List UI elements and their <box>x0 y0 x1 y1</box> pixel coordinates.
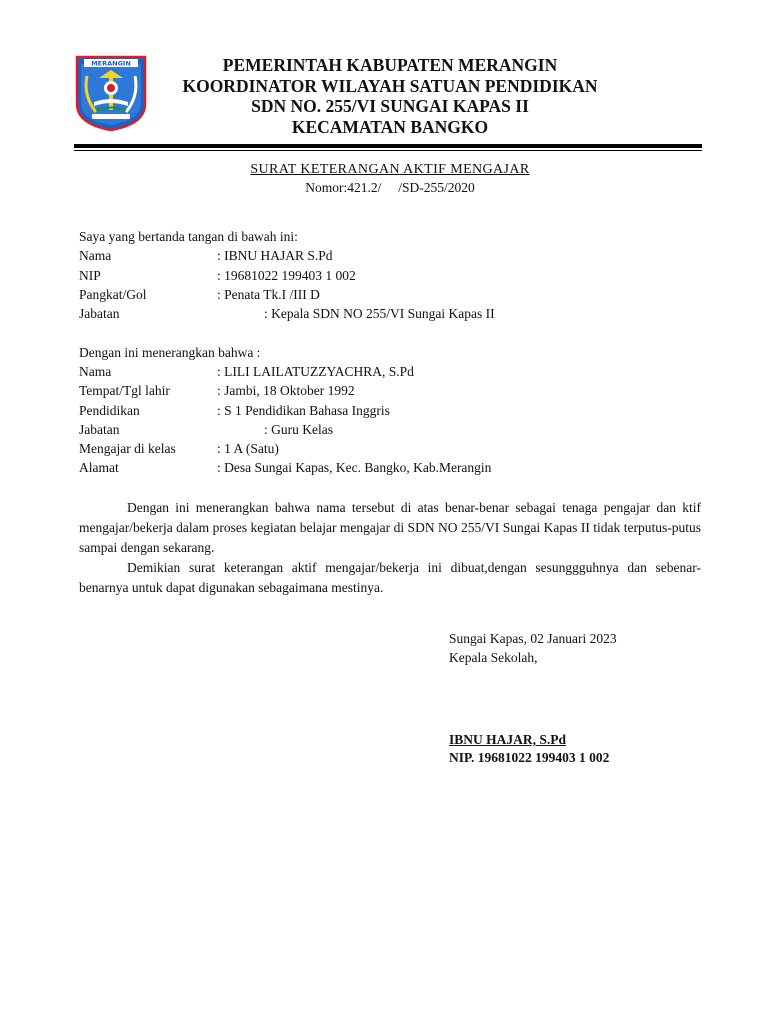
field-value: : 1 A (Satu) <box>217 441 279 456</box>
signature-position: Kepala Sekolah, <box>449 650 538 665</box>
signer-intro: Saya yang bertanda tangan di bawah ini: <box>79 229 298 244</box>
field-label: Pangkat/Gol <box>79 287 147 302</box>
subject-intro: Dengan ini menerangkan bahwa : <box>79 345 261 360</box>
emblem-text: MERANGIN <box>91 59 131 68</box>
signature-place-date: Sungai Kapas, 02 Januari 2023 <box>449 631 617 646</box>
document-title: SURAT KETERANGAN AKTIF MENGAJAR <box>250 162 530 177</box>
signature-name: IBNU HAJAR, S.Pd <box>449 732 567 747</box>
letterhead-divider-thick <box>74 144 702 148</box>
field-value: : Desa Sungai Kapas, Kec. Bangko, Kab.Merangin <box>217 460 492 475</box>
letterhead-coordinator: KOORDINATOR WILAYAH SATUAN PENDIDIKAN <box>182 75 598 96</box>
field-value: : Guru Kelas <box>264 422 333 437</box>
field-value: : S 1 Pendidikan Bahasa Inggris <box>217 403 390 418</box>
field-value: : LILI LAILATUZZYACHRA, S.Pd <box>217 364 414 379</box>
field-label: Jabatan <box>79 306 120 321</box>
field-value: : Jambi, 18 Oktober 1992 <box>217 383 355 398</box>
letterhead-divider-thin <box>74 150 702 151</box>
field-value: : 19681022 199403 1 002 <box>217 268 356 283</box>
field-value: : IBNU HAJAR S.Pd <box>217 248 333 263</box>
letterhead-school: SDN NO. 255/VI SUNGAI KAPAS II <box>251 96 529 116</box>
signature-nip: NIP. 19681022 199403 1 002 <box>449 750 610 765</box>
field-label: Tempat/Tgl lahir <box>79 383 170 398</box>
field-label: Alamat <box>79 460 119 475</box>
body-paragraph-1: Dengan ini menerangkan bahwa nama tersebut di atas benar-benar sebagai tenaga pengajar dan ktif mengajar/bekerja dalam proses kegiatan belajar mengajar di SDN NO 255/VI Sungai Kapas II tidak terputus-putus sampai dengan sekarang. <box>79 500 701 555</box>
merangin-emblem-icon <box>74 54 148 132</box>
field-label: NIP <box>79 268 101 283</box>
document-number: Nomor:421.2/ /SD-255/2020 <box>305 180 475 195</box>
field-label: Mengajar di kelas <box>79 441 176 456</box>
body-text <box>79 498 701 598</box>
letterhead <box>150 55 630 137</box>
field-label: Nama <box>79 248 112 263</box>
field-label: Pendidikan <box>79 403 140 418</box>
letterhead-district: KECAMATAN BANGKO <box>291 116 489 137</box>
field-value: : Kepala SDN NO 255/VI Sungai Kapas II <box>264 306 495 321</box>
field-value: : Penata Tk.I /III D <box>217 287 320 302</box>
field-label: Nama <box>79 364 112 379</box>
field-label: Jabatan <box>79 422 120 437</box>
letterhead-government: PEMERINTAH KABUPATEN MERANGIN <box>222 55 558 75</box>
body-paragraph-2: Demikian surat keterangan aktif mengajar/bekerja ini dibuat,dengan sesunggguhnya dan sebenar-benarnya untuk dapat digunakan sebagaimana mestinya. <box>79 560 701 595</box>
